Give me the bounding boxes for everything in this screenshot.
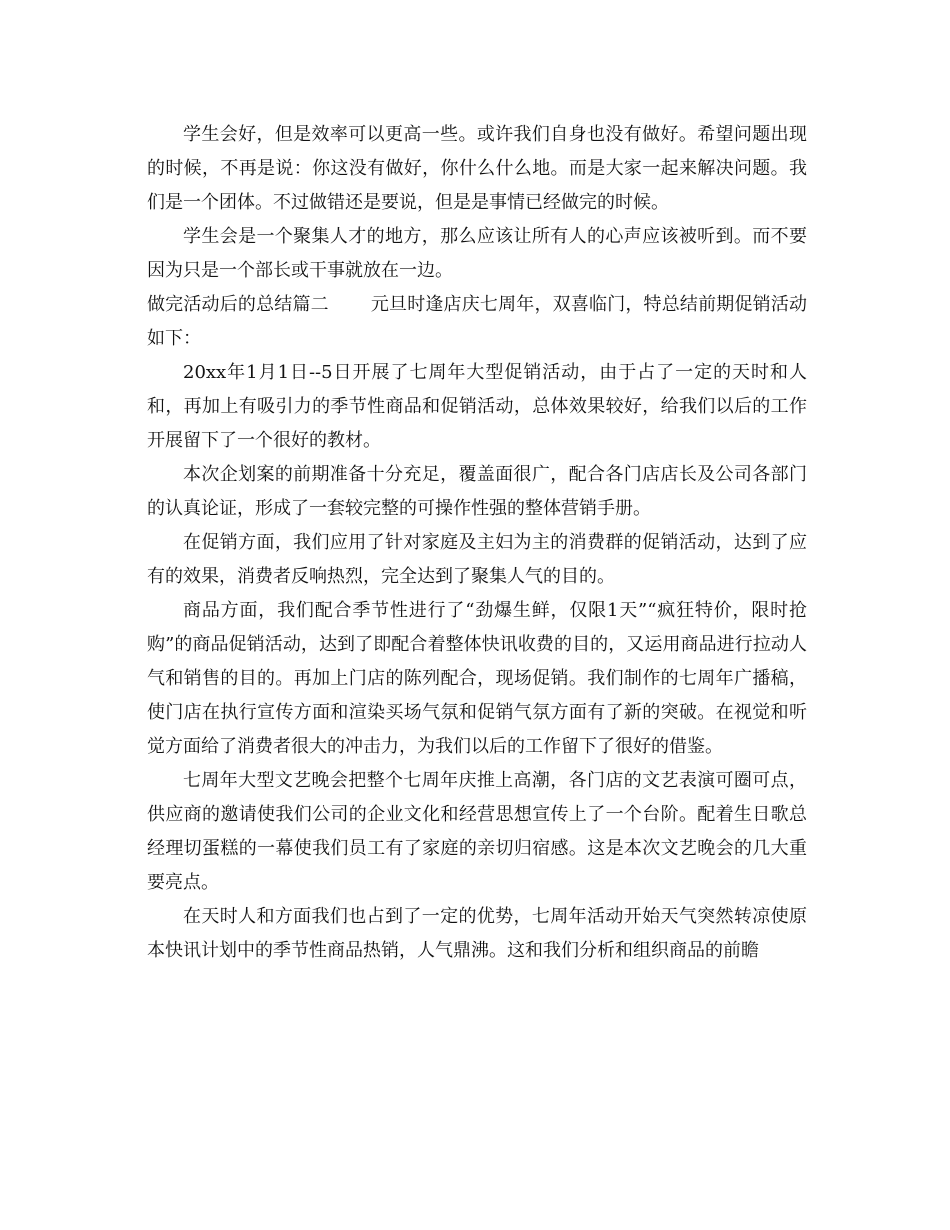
paragraph-student-union-efficiency: 学生会好，但是效率可以更高一些。或许我们自身也没有做好。希望问题出现的时候，不再是说：你这没有做好，你什么什么地。而是大家一起来解决问题。我们是一个团体。不过做错还是要说，但是是事情已经做完的时候。: [147, 124, 807, 213]
paragraph-gala: 七周年大型文艺晚会把整个七周年庆推上高潮，各门店的文艺表演可圈可点，供应商的邀请使我们公司的企业文化和经营思想宣传上了一个台阶。配着生日歌总经理切蛋糕的一幕使我们员工有了家庭的亲切归宿感。这是本次文艺晚会的几大重要亮点。: [147, 770, 807, 893]
paragraph-promotion-consumers: 在促销方面，我们应用了针对家庭及主妇为主的消费群的促销活动，达到了应有的效果，消费者反响热烈，完全达到了聚集人气的目的。: [147, 532, 807, 587]
paragraph-promotion-overview: 20xx年1月1日--5日开展了七周年大型促销活动，由于占了一定的天时和人和，再加上有吸引力的季节性商品和促销活动，总体效果较好，给我们以后的工作开展留下了一个很好的教材。: [147, 362, 807, 451]
paragraph-merchandise: 商品方面，我们配合季节性进行了“劲爆生鲜，仅限1天”“疯狂特价，限时抢购”的商品促销活动，达到了即配合着整体快讯收费的目的，又运用商品进行拉动人气和销售的目的。再加上门店的陈列配合，现场促销。我们制作的七周年广播稿，使门店在执行宣传方面和渲染买场气氛和促销气氛方面有了新的突破。在视觉和听觉方面给了消费者很大的冲击力，为我们以后的工作留下了很好的借鉴。: [147, 600, 807, 757]
section-title: 做完活动后的总结篇二: [147, 294, 329, 315]
paragraph-timing-advantage: 在天时人和方面我们也占到了一定的优势，七周年活动开始天气突然转凉使原本快讯计划中的季节性商品热销，人气鼎沸。这和我们分析和组织商品的前瞻: [147, 906, 807, 961]
paragraph-student-union-voices: 学生会是一个聚集人才的地方，那么应该让所有人的心声应该被听到。而不要因为只是一个部长或干事就放在一边。: [147, 226, 807, 281]
section-intro: 元旦时逢店庆七周年，双喜临门，特总结前期促销活动如下：: [147, 294, 808, 349]
paragraph-planning-preparation: 本次企划案的前期准备十分充足，覆盖面很广，配合各门店店长及公司各部门的认真论证，形成了一套较完整的可操作性强的整体营销手册。: [147, 464, 807, 519]
section-heading-line: [147, 288, 807, 356]
document-page: [147, 118, 807, 968]
